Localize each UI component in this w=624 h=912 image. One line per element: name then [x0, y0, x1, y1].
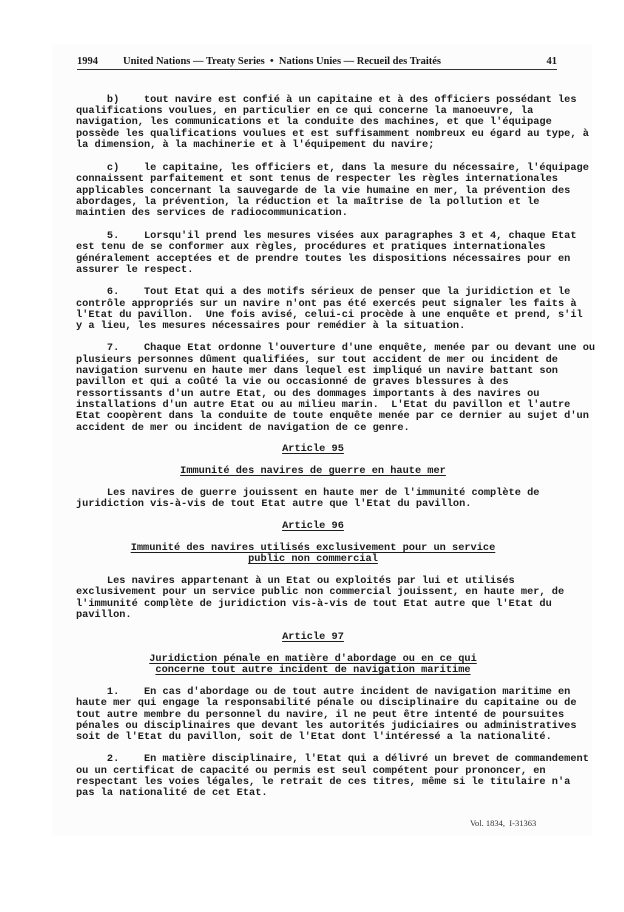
paragraph-5-line: généralement acceptées et de prendre toutes les dispositions nécessaires pour en: [76, 252, 571, 265]
paragraph-b-line: b) tout navire est confié à un capitaine et à des officiers possédant les: [76, 94, 577, 106]
article-96-body-line: l'immunité complète de juridiction vis-à-vis de tout Etat autre que l'Etat du: [76, 597, 552, 610]
paragraph-6-line: l'Etat du pavillon. Une fois avisé, celui-ci procède à une enquête et prend, s'il: [76, 309, 583, 321]
article-96-subtitle: [76, 554, 550, 565]
paragraph-6-line: y a lieu, les mesures nécessaires pour remédier à la situation.: [76, 320, 466, 332]
paragraph-7-line: plusieurs personnes dûment qualifiées, sur tout accident de mer ou incident de: [76, 353, 558, 366]
paragraph-7-line: installations d'un autre Etat ou au milieu marin. L'Etat du pavillon et l'autre: [76, 399, 571, 411]
paragraph-b-line: qualifications voulues, en particulier en ce qui concerne la manoeuvre, la: [76, 105, 534, 117]
paragraph-b-line: possède les qualifications voulues et est suffisamment nombreux eu égard au type, à: [76, 127, 589, 140]
article-subtitle-text: Juridiction pénale en matière d'abordage ou en ce qui: [149, 653, 477, 665]
article-96-body-line: exclusivement pour un service public non commercial jouissent, en haute mer, de: [76, 586, 565, 598]
running-header: [77, 56, 557, 70]
article-95-body-line: juridiction vis-à-vis de tout Etat autre que l'Etat du pavillon.: [76, 498, 472, 510]
article-subtitle-text: public non commercial: [248, 553, 378, 565]
paragraph-7-line: accident de mer ou incident de navigation de ce genre.: [76, 421, 410, 434]
paragraph-7-line: 7. Chaque Etat ordonne l'ouverture d'une enquête, menée par ou devant une ou: [76, 342, 596, 354]
article-96-body-line: Les navires appartenant à un Etat ou exploités par lui et utilisés: [76, 575, 515, 587]
article-97-paragraph-2-line: 2. En matière disciplinaire, l'Etat qui a délivré un brevet de commandement: [76, 753, 589, 765]
paragraph-c-line: c) le capitaine, les officiers et, dans la mesure du nécessaire, l'équipage: [76, 162, 589, 174]
article-97-subtitle: [76, 665, 550, 676]
article-97-paragraph-1-line: haute mer qui engage la responsabilité pénale ou disciplinaire du capitaine ou de: [76, 697, 577, 709]
paragraph-b-line: la dimension, à la machinerie et à l'équipement du navire;: [76, 139, 435, 151]
paragraph-7-line: Etat coopèrent dans la conduite de toute enquête menée par ce dernier au sujet d'un: [76, 410, 589, 422]
article-97-heading: [76, 632, 550, 643]
paragraph-7-line: navigation survenu en haute mer dans lequel est impliqué un navire battant son: [76, 365, 558, 377]
paragraph-7-line: ressortissants d'un autre Etat, ou des dommages importants à des navires ou: [76, 387, 540, 400]
article-96-body-line: pavillon.: [76, 609, 132, 621]
article-97-paragraph-1-line: 1. En cas d'abordage ou de tout autre incident de navigation maritime en: [76, 686, 571, 698]
article-96-heading: [76, 521, 550, 532]
article-subtitle-text: concerne tout autre incident de navigation maritime: [155, 664, 471, 676]
article-97-paragraph-2-line: pas la nationalité de cet Etat.: [76, 787, 268, 799]
article-97-paragraph-2-line: respectant les voies légales, le retrait de ces titres, même si le titulaire n'a: [76, 776, 571, 788]
article-subtitle-text: Immunité des navires de guerre en haute mer: [180, 465, 446, 477]
article-95-subtitle: [76, 466, 550, 477]
paragraph-6-line: contrôle appropriés sur un navire n'ont pas été exercés peut signaler les faits à: [76, 297, 577, 310]
article-subtitle-text: Immunité des navires utilisés exclusivement pour un service: [130, 542, 496, 554]
paragraph-b-line: navigation, les communications et la conduite des machines, et que l'équipage: [76, 116, 552, 128]
article-heading-text: Article 95: [282, 443, 344, 455]
article-97-paragraph-1-line: pénales ou disciplinaires que devant les autorités judiciaires ou administratives: [76, 720, 577, 732]
paragraph-c-line: connaissent parfaitement et sont tenus de respecter les règles internationales: [76, 173, 558, 185]
volume-reference: Vol. 1834, I-31363: [470, 818, 537, 828]
paragraph-c-line: applicables concernant la sauvegarde de la vie humaine en mer, la prévention des: [76, 184, 571, 197]
paragraph-5-line: est tenu de se conformer aux règles, procédures et pratiques internationales: [76, 241, 546, 253]
article-97-paragraph-1-line: soit de l'Etat du pavillon, soit de l'Etat dont l'intéressé a la nationalité.: [76, 731, 552, 743]
article-heading-text: Article 96: [282, 520, 344, 532]
article-95-heading: [76, 444, 550, 455]
article-95-body-line: Les navires de guerre jouissent en haute mer de l'immunité complète de: [76, 487, 540, 499]
header-title: United Nations — Treaty Series • Nations Unies — Recueil des Traités: [123, 56, 441, 67]
paragraph-5-line: assurer le respect.: [76, 264, 194, 276]
page-number: 41: [546, 56, 557, 67]
article-heading-text: Article 97: [282, 631, 344, 643]
header-year: 1994: [77, 56, 98, 67]
paragraph-c-line: abordages, la prévention, la réduction et la maîtrise de la pollution et le: [76, 196, 540, 208]
paragraph-c-line: maintien des services de radiocommunication.: [76, 207, 348, 219]
paragraph-6-line: 6. Tout Etat qui a des motifs sérieux de penser que la juridiction et le: [76, 286, 571, 298]
article-97-paragraph-2-line: ou un certificat de capacité ou permis est seul compétent pour prononcer, en: [76, 764, 546, 777]
paragraph-5-line: 5. Lorsqu'il prend les mesures visées aux paragraphes 3 et 4, chaque Etat: [76, 230, 577, 242]
paragraph-7-line: pavillon et qui a coûté la vie ou occasionné de graves blessures à des: [76, 376, 509, 388]
article-97-paragraph-1-line: tout autre membre du personnel du navire, il ne peut être intenté de poursuites: [76, 708, 565, 721]
